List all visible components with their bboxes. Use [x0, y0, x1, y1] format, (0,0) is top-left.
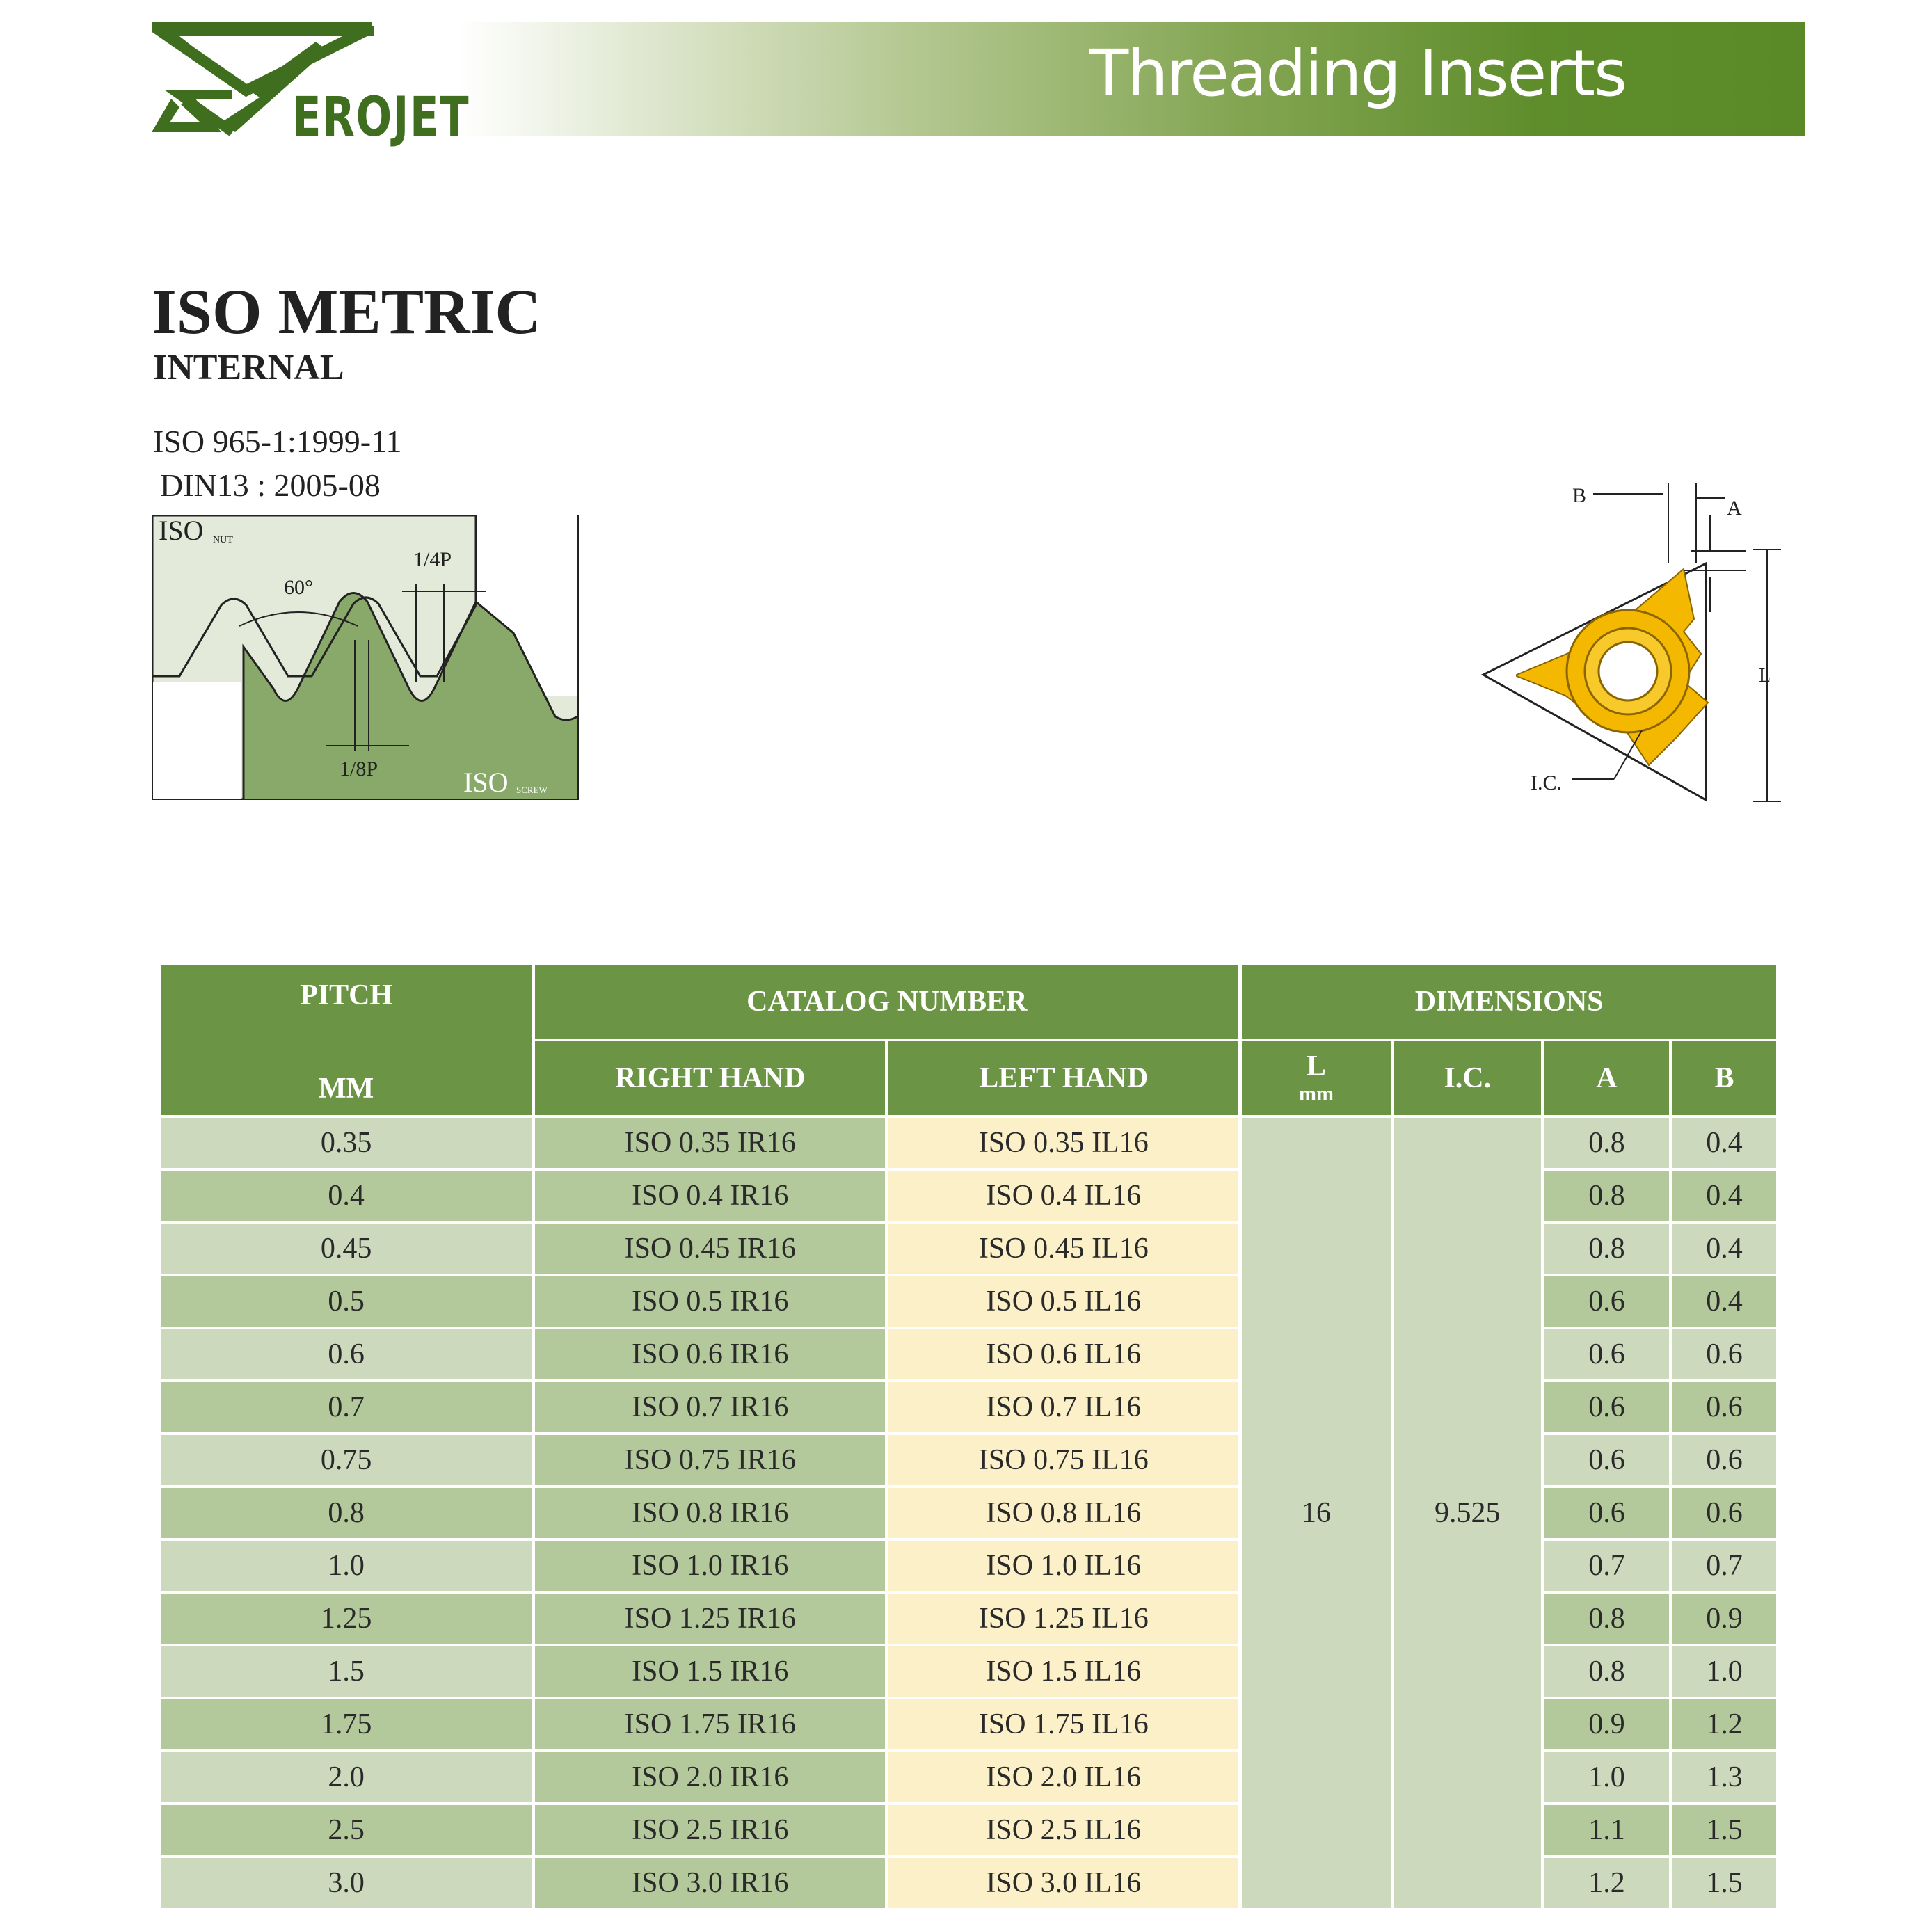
pitch-cell: 0.4: [161, 1171, 532, 1221]
right-hand-header: RIGHT HAND: [535, 1041, 885, 1115]
catalog-number-header: CATALOG NUMBER: [535, 965, 1238, 1039]
b-cell: 0.4: [1672, 1224, 1776, 1274]
a-cell: 1.0: [1544, 1752, 1669, 1802]
company-logo: [152, 21, 486, 149]
l-value-cell: 16: [1242, 1118, 1390, 1908]
b-cell: 1.0: [1672, 1646, 1776, 1697]
iso-screw-label: ISO: [463, 767, 509, 798]
b-cell: 1.5: [1672, 1805, 1776, 1855]
left-hand-cell: ISO 1.75 IL16: [888, 1699, 1238, 1749]
l-header-label: L: [1306, 1050, 1326, 1082]
thread-profile-diagram: [152, 515, 579, 800]
pitch-unit-label: MM: [318, 1073, 374, 1105]
insert-geometry-diagram: [1475, 473, 1823, 807]
angle-label: 60°: [284, 576, 313, 599]
left-hand-cell: ISO 0.6 IL16: [888, 1329, 1238, 1379]
quarter-pitch-label: 1/4P: [413, 548, 452, 571]
right-hand-cell: ISO 1.75 IR16: [535, 1699, 885, 1749]
left-hand-cell: ISO 0.4 IL16: [888, 1171, 1238, 1221]
standard-line: ISO 965-1:1999-11: [153, 424, 402, 459]
right-hand-cell: ISO 2.0 IR16: [535, 1752, 885, 1802]
left-hand-header: LEFT HAND: [888, 1041, 1238, 1115]
left-hand-cell: ISO 0.45 IL16: [888, 1224, 1238, 1274]
iso-nut-label: ISO: [159, 515, 204, 546]
right-hand-cell: ISO 3.0 IR16: [535, 1858, 885, 1908]
a-cell: 0.6: [1544, 1276, 1669, 1327]
pitch-cell: 0.6: [161, 1329, 532, 1379]
l-header: [1242, 1041, 1390, 1115]
b-cell: 1.2: [1672, 1699, 1776, 1749]
right-hand-cell: ISO 0.8 IR16: [535, 1488, 885, 1538]
right-hand-cell: ISO 0.45 IR16: [535, 1224, 885, 1274]
pitch-cell: 0.45: [161, 1224, 532, 1274]
ic-header: I.C.: [1394, 1041, 1541, 1115]
pitch-cell: 1.5: [161, 1646, 532, 1697]
left-hand-cell: ISO 0.35 IL16: [888, 1118, 1238, 1168]
pitch-header-label: PITCH: [300, 979, 393, 1011]
a-header: A: [1544, 1041, 1669, 1115]
dimensions-header: DIMENSIONS: [1242, 965, 1776, 1039]
pitch-cell: 0.7: [161, 1382, 532, 1432]
right-hand-cell: ISO 0.5 IR16: [535, 1276, 885, 1327]
b-cell: 1.3: [1672, 1752, 1776, 1802]
a-cell: 0.9: [1544, 1699, 1669, 1749]
left-hand-cell: ISO 2.0 IL16: [888, 1752, 1238, 1802]
a-cell: 0.8: [1544, 1224, 1669, 1274]
ic-value-cell: 9.525: [1394, 1118, 1541, 1908]
b-cell: 0.7: [1672, 1541, 1776, 1591]
pitch-cell: 0.5: [161, 1276, 532, 1327]
table-row: [161, 1118, 1776, 1168]
b-cell: 0.6: [1672, 1435, 1776, 1485]
left-hand-cell: ISO 0.7 IL16: [888, 1382, 1238, 1432]
left-hand-cell: ISO 2.5 IL16: [888, 1805, 1238, 1855]
a-cell: 0.7: [1544, 1541, 1669, 1591]
right-hand-cell: ISO 0.35 IR16: [535, 1118, 885, 1168]
dim-a-label: A: [1727, 497, 1742, 520]
b-cell: 0.4: [1672, 1118, 1776, 1168]
dim-b-label: B: [1572, 484, 1587, 507]
eighth-pitch-label: 1/8P: [340, 758, 378, 780]
dim-l-label: L: [1759, 665, 1771, 687]
a-cell: 0.6: [1544, 1488, 1669, 1538]
b-cell: 0.4: [1672, 1276, 1776, 1327]
iso-screw-subscript: SCREW: [516, 785, 548, 795]
left-hand-cell: ISO 1.25 IL16: [888, 1594, 1238, 1644]
pitch-cell: 0.75: [161, 1435, 532, 1485]
b-cell: 0.6: [1672, 1488, 1776, 1538]
right-hand-cell: ISO 0.6 IR16: [535, 1329, 885, 1379]
left-hand-cell: ISO 1.5 IL16: [888, 1646, 1238, 1697]
pitch-cell: 2.5: [161, 1805, 532, 1855]
pitch-cell: 0.8: [161, 1488, 532, 1538]
pitch-cell: 3.0: [161, 1858, 532, 1908]
a-cell: 0.8: [1544, 1171, 1669, 1221]
right-hand-cell: ISO 1.5 IR16: [535, 1646, 885, 1697]
left-hand-cell: ISO 0.75 IL16: [888, 1435, 1238, 1485]
a-cell: 0.8: [1544, 1594, 1669, 1644]
pitch-header: [161, 965, 532, 1115]
standard-line: DIN13 : 2005-08: [160, 467, 381, 503]
pitch-cell: 1.75: [161, 1699, 532, 1749]
left-hand-cell: ISO 1.0 IL16: [888, 1541, 1238, 1591]
a-cell: 0.8: [1544, 1118, 1669, 1168]
left-hand-cell: ISO 3.0 IL16: [888, 1858, 1238, 1908]
pitch-cell: 1.0: [161, 1541, 532, 1591]
insert-hole: [1599, 642, 1657, 700]
right-hand-cell: ISO 0.4 IR16: [535, 1171, 885, 1221]
pitch-cell: 0.35: [161, 1118, 532, 1168]
left-blank: [153, 682, 241, 799]
left-hand-cell: ISO 0.5 IL16: [888, 1276, 1238, 1327]
right-hand-cell: ISO 0.75 IR16: [535, 1435, 885, 1485]
pitch-cell: 1.25: [161, 1594, 532, 1644]
a-cell: 0.6: [1544, 1382, 1669, 1432]
banner-title: Threading Inserts: [1089, 36, 1626, 111]
b-cell: 0.6: [1672, 1329, 1776, 1379]
section-title: ISO METRIC: [152, 276, 541, 347]
dim-ic-label: I.C.: [1531, 771, 1562, 794]
a-cell: 1.1: [1544, 1805, 1669, 1855]
iso-nut-subscript: NUT: [213, 535, 233, 545]
b-cell: 0.4: [1672, 1171, 1776, 1221]
right-hand-cell: ISO 0.7 IR16: [535, 1382, 885, 1432]
b-cell: 1.5: [1672, 1858, 1776, 1908]
right-hand-cell: ISO 1.25 IR16: [535, 1594, 885, 1644]
page-header: [152, 21, 1805, 149]
pitch-cell: 2.0: [161, 1752, 532, 1802]
a-cell: 0.8: [1544, 1646, 1669, 1697]
section-subtitle: INTERNAL: [153, 348, 344, 387]
b-cell: 0.6: [1672, 1382, 1776, 1432]
a-cell: 0.6: [1544, 1329, 1669, 1379]
right-hand-cell: ISO 1.0 IR16: [535, 1541, 885, 1591]
b-header: B: [1672, 1041, 1776, 1115]
right-hand-cell: ISO 2.5 IR16: [535, 1805, 885, 1855]
l-unit-label: mm: [1299, 1082, 1334, 1105]
title-banner: [458, 22, 1805, 136]
left-hand-cell: ISO 0.8 IL16: [888, 1488, 1238, 1538]
b-cell: 0.9: [1672, 1594, 1776, 1644]
spec-table: [157, 962, 1780, 1911]
a-cell: 0.6: [1544, 1435, 1669, 1485]
a-cell: 1.2: [1544, 1858, 1669, 1908]
logo-text: EROJET: [292, 86, 470, 149]
